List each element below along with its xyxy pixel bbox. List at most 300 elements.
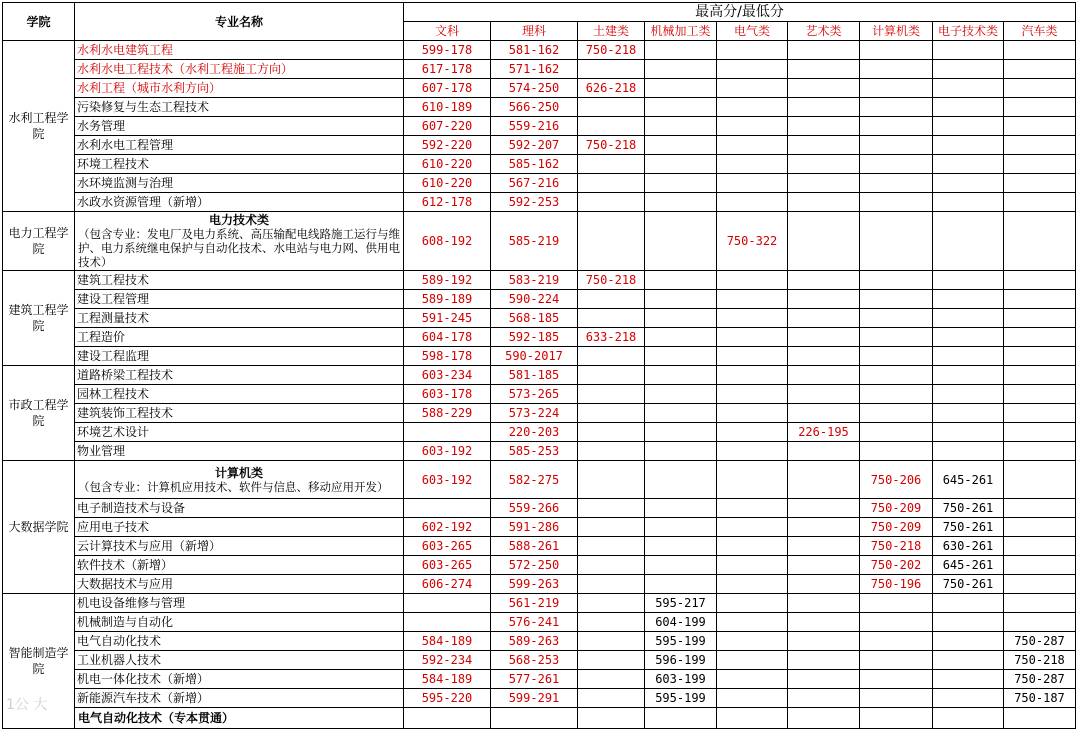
score-cell-dianqi [717,366,788,385]
score-cell-wen: 592-220 [404,136,491,155]
score-cell-yishu [788,499,860,518]
score-cell-jisuanji [860,290,933,309]
score-cell-dianzi [933,174,1004,193]
score-cell-dianzi [933,594,1004,613]
score-cell-tujian: 633-218 [578,328,645,347]
major-cell: 水利水电工程管理 [75,136,404,155]
major-cell: 机械制造与自动化 [75,613,404,632]
score-cell-qiche: 750-287 [1004,670,1076,689]
score-cell-wen: 599-178 [404,41,491,60]
score-cell-dianzi [933,689,1004,708]
score-cell-wen: 591-245 [404,309,491,328]
table-row [3,60,1076,79]
score-cell-dianzi [933,385,1004,404]
score-cell-dianqi [717,499,788,518]
score-cell-wen [404,594,491,613]
score-cell-tujian [578,423,645,442]
score-cell-dianzi [933,442,1004,461]
table-row [3,556,1076,575]
score-cell-yishu [788,594,860,613]
score-cell-tujian [578,347,645,366]
score-cell-tujian [578,98,645,117]
score-cell-dianqi [717,271,788,290]
score-cell-yishu [788,518,860,537]
major-cell [75,212,404,271]
score-cell-tujian [578,556,645,575]
score-cell-qiche: 750-287 [1004,632,1076,651]
score-cell-wen: 603-192 [404,461,491,499]
score-cell-yishu [788,193,860,212]
table-row [3,212,1076,271]
score-cell-yishu [788,212,860,271]
score-cell-jixie [645,290,717,309]
score-cell-jixie [645,155,717,174]
score-cell-dianqi [717,155,788,174]
major-cell: 水利水电建筑工程 [75,41,404,60]
score-cell-dianqi [717,98,788,117]
score-cell-li: 561-219 [491,594,578,613]
score-cell-li: 567-216 [491,174,578,193]
score-cell-qiche [1004,79,1076,98]
score-cell-dianzi [933,155,1004,174]
score-cell-dianzi [933,404,1004,423]
score-cell-wen: 606-274 [404,575,491,594]
college-cell: 水利工程学院 [3,41,75,212]
score-cell-tujian [578,193,645,212]
score-cell-tujian [578,60,645,79]
score-cell-qiche [1004,60,1076,79]
college-cell: 智能制造学院 [3,594,75,729]
score-cell-wen: 595-220 [404,689,491,708]
score-cell-dianzi [933,309,1004,328]
score-cell-tujian [578,575,645,594]
score-cell-dianzi [933,651,1004,670]
table-row [3,689,1076,708]
score-cell-dianqi [717,594,788,613]
score-cell-tujian: 626-218 [578,79,645,98]
score-cell-wen: 588-229 [404,404,491,423]
college-header: 学院 [3,3,75,41]
score-cell-tujian [578,613,645,632]
score-cell-yishu [788,328,860,347]
score-cell-yishu [788,404,860,423]
score-cell-li: 576-241 [491,613,578,632]
score-cell-yishu [788,79,860,98]
score-cell-qiche [1004,117,1076,136]
score-cell-wen: 603-265 [404,556,491,575]
score-cell-jisuanji [860,613,933,632]
score-cell-jisuanji: 750-206 [860,461,933,499]
score-cell-li: 574-250 [491,79,578,98]
score-cell-yishu [788,556,860,575]
score-cell-tujian [578,689,645,708]
score-cell-wen [404,499,491,518]
score-cell-wen [404,613,491,632]
category-header-tujian: 土建类 [578,22,645,41]
score-cell-jixie [645,537,717,556]
score-cell-jisuanji [860,670,933,689]
score-cell-dianzi: 750-261 [933,518,1004,537]
score-cell-li: 559-216 [491,117,578,136]
score-cell-li: 582-275 [491,461,578,499]
score-cell-jisuanji [860,79,933,98]
score-cell-jixie [645,575,717,594]
score-cell-qiche [1004,708,1076,729]
table-row [3,613,1076,632]
score-cell-qiche [1004,136,1076,155]
score-cell-dianqi [717,385,788,404]
table-row [3,385,1076,404]
score-cell-jisuanji: 750-202 [860,556,933,575]
score-cell-dianqi [717,423,788,442]
major-cell: 水环境监测与治理 [75,174,404,193]
score-cell-jisuanji [860,632,933,651]
major-cell: 环境艺术设计 [75,423,404,442]
table-row [3,594,1076,613]
score-cell-yishu: 226-195 [788,423,860,442]
score-cell-wen: 612-178 [404,193,491,212]
score-cell-yishu [788,689,860,708]
table-row [3,708,1076,729]
score-cell-jisuanji [860,651,933,670]
score-cell-qiche [1004,385,1076,404]
major-cell [75,461,404,499]
score-cell-wen: 602-192 [404,518,491,537]
score-cell-li: 573-224 [491,404,578,423]
table-row [3,423,1076,442]
major-cell: 建设工程管理 [75,290,404,309]
score-cell-li: 220-203 [491,423,578,442]
major-cell: 工程造价 [75,328,404,347]
score-cell-dianzi [933,366,1004,385]
score-cell-qiche [1004,594,1076,613]
table-row [3,404,1076,423]
score-cell-jisuanji [860,347,933,366]
table-row [3,41,1076,60]
score-cell-li: 591-286 [491,518,578,537]
score-cell-yishu [788,461,860,499]
score-cell-jixie: 595-199 [645,632,717,651]
score-cell-li: 581-162 [491,41,578,60]
table-row [3,632,1076,651]
category-header-jisuanji: 计算机类 [860,22,933,41]
score-cell-wen: 603-192 [404,442,491,461]
category-header-dianqi: 电气类 [717,22,788,41]
table-row [3,271,1076,290]
score-cell-jixie: 604-199 [645,613,717,632]
major-cell: 建筑工程技术 [75,271,404,290]
table-row [3,117,1076,136]
score-cell-wen: 592-234 [404,651,491,670]
score-cell-li: 568-185 [491,309,578,328]
score-cell-dianqi [717,79,788,98]
score-cell-li: 571-162 [491,60,578,79]
score-cell-jixie [645,309,717,328]
major-cell: 工程测量技术 [75,309,404,328]
score-cell-qiche [1004,613,1076,632]
score-cell-tujian [578,518,645,537]
score-cell-dianzi [933,271,1004,290]
score-cell-tujian [578,174,645,193]
score-cell-qiche [1004,347,1076,366]
score-cell-tujian [578,404,645,423]
score-cell-dianqi [717,632,788,651]
score-cell-tujian [578,651,645,670]
score-cell-yishu [788,136,860,155]
score-cell-dianzi [933,212,1004,271]
watermark-logo: 1公 大 [6,697,48,713]
score-cell-yishu [788,290,860,309]
score-cell-qiche [1004,499,1076,518]
table-row [3,136,1076,155]
score-cell-jixie [645,404,717,423]
table-row [3,79,1076,98]
score-cell-dianqi [717,174,788,193]
score-cell-tujian [578,212,645,271]
score-cell-li: 590-224 [491,290,578,309]
score-cell-qiche [1004,290,1076,309]
score-cell-wen: 610-220 [404,155,491,174]
score-cell-li [491,708,578,729]
score-cell-dianzi: 645-261 [933,461,1004,499]
score-cell-qiche [1004,328,1076,347]
score-cell-jisuanji [860,442,933,461]
score-cell-jisuanji: 750-218 [860,537,933,556]
score-cell-qiche [1004,41,1076,60]
score-cell-qiche [1004,155,1076,174]
score-cell-tujian [578,309,645,328]
score-cell-jixie [645,442,717,461]
major-cell: 水利工程（城市水利方向） [75,79,404,98]
score-cell-li: 592-207 [491,136,578,155]
score-cell-yishu [788,60,860,79]
score-cell-dianzi [933,423,1004,442]
score-cell-yishu [788,385,860,404]
score-cell-dianzi [933,79,1004,98]
score-cell-li: 590-2017 [491,347,578,366]
score-cell-dianqi [717,461,788,499]
score-cell-qiche: 750-218 [1004,651,1076,670]
header-row-1 [3,3,1076,22]
major-cell: 道路桥梁工程技术 [75,366,404,385]
score-cell-dianqi [717,442,788,461]
table-row [3,155,1076,174]
score-cell-qiche [1004,193,1076,212]
major-group-title: 电气自动化技术（专本贯通） [78,711,235,725]
score-cell-tujian [578,290,645,309]
score-cell-dianzi [933,193,1004,212]
score-cell-yishu [788,670,860,689]
score-cell-jixie [645,518,717,537]
score-cell-wen [404,423,491,442]
category-header-dianzi: 电子技术类 [933,22,1004,41]
score-cell-qiche [1004,461,1076,499]
score-cell-jixie: 603-199 [645,670,717,689]
score-cell-tujian [578,461,645,499]
score-cell-dianzi [933,41,1004,60]
score-cell-jisuanji [860,271,933,290]
score-cell-jixie [645,212,717,271]
major-cell: 水务管理 [75,117,404,136]
score-cell-qiche [1004,212,1076,271]
score-cell-jisuanji [860,708,933,729]
score-cell-jixie: 596-199 [645,651,717,670]
college-cell: 电力工程学院 [3,212,75,271]
score-cell-dianzi [933,632,1004,651]
score-cell-dianqi [717,60,788,79]
score-cell-wen: 603-265 [404,537,491,556]
score-cell-wen: 584-189 [404,632,491,651]
score-cell-dianqi [717,689,788,708]
major-header: 专业名称 [75,3,404,41]
major-cell: 新能源汽车技术（新增） [75,689,404,708]
score-cell-jisuanji [860,155,933,174]
table-row [3,366,1076,385]
score-cell-tujian: 750-218 [578,41,645,60]
college-cell: 大数据学院 [3,461,75,594]
score-cell-li: 573-265 [491,385,578,404]
score-cell-dianzi [933,136,1004,155]
score-cell-jisuanji [860,404,933,423]
score-cell-jisuanji [860,212,933,271]
score-cell-jisuanji: 750-209 [860,518,933,537]
score-cell-dianqi [717,328,788,347]
major-cell: 污染修复与生态工程技术 [75,98,404,117]
score-cell-li: 572-250 [491,556,578,575]
major-cell: 园林工程技术 [75,385,404,404]
score-cell-qiche [1004,556,1076,575]
score-cell-jisuanji [860,328,933,347]
score-cell-jisuanji [860,60,933,79]
score-cell-dianqi [717,708,788,729]
major-group-description: （包含专业：发电厂及电力系统、高压输配电线路施工运行与维护、电力系统继电保护与自动化技术、水电站与电力网、供用电技术） [78,227,400,269]
table-row [3,537,1076,556]
score-cell-wen: 604-178 [404,328,491,347]
score-cell-yishu [788,98,860,117]
major-cell: 电子制造技术与设备 [75,499,404,518]
score-cell-tujian [578,537,645,556]
score-cell-wen: 603-178 [404,385,491,404]
table-row [3,670,1076,689]
score-cell-dianqi [717,537,788,556]
score-cell-tujian: 750-218 [578,136,645,155]
score-cell-jixie [645,366,717,385]
score-cell-li: 568-253 [491,651,578,670]
score-cell-jisuanji [860,689,933,708]
table-row [3,461,1076,499]
score-cell-jisuanji [860,385,933,404]
score-cell-li: 589-263 [491,632,578,651]
table-row [3,651,1076,670]
table-row [3,98,1076,117]
score-cell-qiche [1004,537,1076,556]
score-cell-dianqi [717,290,788,309]
score-cell-dianzi [933,708,1004,729]
score-cell-jisuanji [860,136,933,155]
score-cell-dianzi: 750-261 [933,499,1004,518]
major-cell: 水利水电工程技术（水利工程施工方向） [75,60,404,79]
score-cell-yishu [788,366,860,385]
score-cell-jixie [645,117,717,136]
score-cell-dianzi: 750-261 [933,575,1004,594]
major-group-title: 计算机类 [214,465,263,480]
major-cell: 大数据技术与应用 [75,575,404,594]
category-header-yishu: 艺术类 [788,22,860,41]
score-cell-jixie: 595-217 [645,594,717,613]
score-cell-li: 599-291 [491,689,578,708]
major-group-description: （包含专业：计算机应用技术、软件与信息、移动应用开发） [78,479,389,494]
score-cell-yishu [788,442,860,461]
score-cell-dianzi [933,117,1004,136]
score-cell-qiche [1004,309,1076,328]
major-cell: 水政水资源管理（新增） [75,193,404,212]
score-cell-dianqi [717,518,788,537]
score-cell-qiche [1004,518,1076,537]
score-cell-dianqi [717,136,788,155]
score-cell-qiche [1004,98,1076,117]
score-cell-tujian [578,155,645,174]
score-cell-jixie [645,328,717,347]
score-cell-dianqi [717,347,788,366]
score-cell-dianqi [717,556,788,575]
score-cell-jixie [645,41,717,60]
score-cell-li: 566-250 [491,98,578,117]
major-cell: 机电一体化技术（新增） [75,670,404,689]
score-cell-qiche [1004,404,1076,423]
score-cell-jisuanji [860,193,933,212]
score-cell-li: 583-219 [491,271,578,290]
score-cell-li: 599-263 [491,575,578,594]
score-cell-jisuanji: 750-209 [860,499,933,518]
score-cell-yishu [788,613,860,632]
category-header-qiche: 汽车类 [1004,22,1076,41]
score-cell-wen: 589-192 [404,271,491,290]
score-cell-qiche [1004,442,1076,461]
score-cell-dianqi [717,193,788,212]
score-cell-tujian [578,366,645,385]
score-cell-tujian [578,442,645,461]
table-row [3,174,1076,193]
score-cell-dianzi [933,613,1004,632]
score-cell-qiche [1004,271,1076,290]
score-cell-jixie [645,60,717,79]
major-cell: 应用电子技术 [75,518,404,537]
score-cell-dianzi: 645-261 [933,556,1004,575]
score-cell-qiche: 750-187 [1004,689,1076,708]
score-cell-wen [404,708,491,729]
score-cell-jixie [645,271,717,290]
score-cell-dianqi [717,309,788,328]
major-cell: 环境工程技术 [75,155,404,174]
table-row [3,347,1076,366]
score-cell-jisuanji [860,117,933,136]
score-cell-li: 559-266 [491,499,578,518]
score-cell-jisuanji [860,98,933,117]
table-row [3,442,1076,461]
score-cell-jixie [645,423,717,442]
score-cell-dianqi [717,575,788,594]
score-cell-yishu [788,309,860,328]
score-cell-jisuanji [860,594,933,613]
major-group-title: 电力技术类 [208,213,269,227]
table-row [3,518,1076,537]
score-cell-jisuanji [860,366,933,385]
table-row [3,575,1076,594]
table-row [3,193,1076,212]
category-header-jixie: 机械加工类 [645,22,717,41]
score-cell-tujian [578,632,645,651]
score-cell-wen: 607-178 [404,79,491,98]
